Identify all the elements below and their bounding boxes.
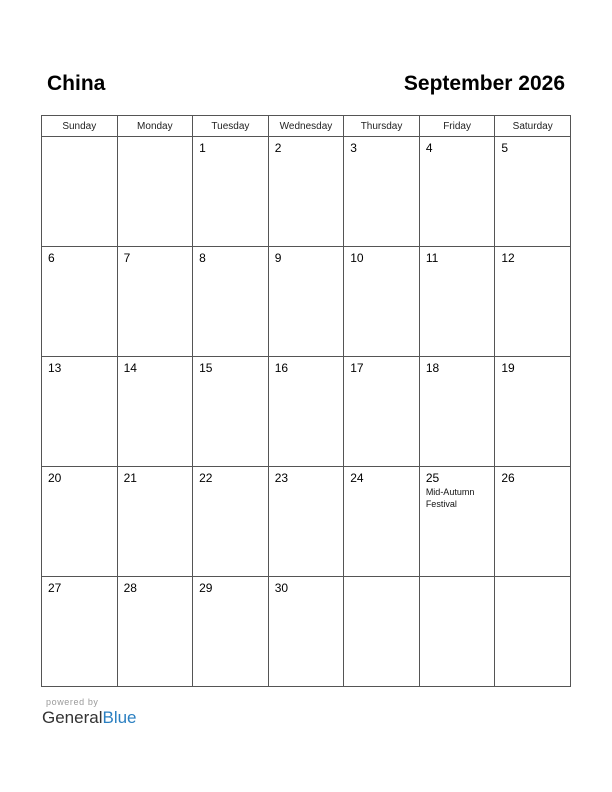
day-cell — [419, 137, 495, 247]
day-number: 1 — [199, 141, 206, 155]
day-number: 20 — [48, 471, 62, 485]
brand-blue-text: Blue — [102, 708, 137, 727]
day-cell — [268, 467, 344, 577]
day-number: 30 — [274, 581, 289, 595]
day-cell — [419, 467, 495, 577]
day-number: 4 — [425, 141, 433, 155]
day-cell — [117, 577, 193, 687]
day-cell — [193, 467, 269, 577]
day-cell — [193, 357, 269, 467]
day-number: 14 — [123, 361, 137, 375]
brand-logo[interactable] — [42, 708, 137, 728]
day-cell — [495, 577, 571, 687]
day-number: 15 — [199, 361, 213, 375]
day-number: 8 — [199, 251, 206, 265]
day-cell — [117, 357, 193, 467]
week-row — [42, 467, 571, 577]
day-number: 3 — [350, 141, 357, 155]
day-number: 10 — [350, 251, 364, 265]
week-row — [42, 247, 571, 357]
weekday-header: Monday — [117, 116, 193, 137]
day-cell — [419, 357, 495, 467]
day-number: 13 — [48, 361, 62, 375]
day-cell — [344, 357, 420, 467]
day-number: 28 — [123, 581, 137, 595]
day-cell — [117, 137, 193, 247]
day-cell — [419, 577, 495, 687]
day-cell — [268, 137, 344, 247]
day-number: 11 — [425, 251, 439, 265]
day-number: 24 — [350, 471, 364, 485]
day-number: 16 — [274, 361, 289, 375]
day-number: 25 — [425, 471, 440, 485]
day-cell — [495, 137, 571, 247]
day-cell — [193, 577, 269, 687]
day-cell — [344, 467, 420, 577]
day-number: 18 — [425, 361, 440, 375]
country-title: China — [47, 72, 106, 95]
day-cell — [268, 247, 344, 357]
day-cell — [495, 247, 571, 357]
day-cell — [268, 357, 344, 467]
weekday-header: Saturday — [495, 116, 571, 137]
day-cell — [193, 137, 269, 247]
weekday-header-row — [42, 116, 571, 137]
day-cell — [495, 467, 571, 577]
day-cell — [495, 357, 571, 467]
day-cell — [344, 247, 420, 357]
day-cell — [344, 577, 420, 687]
day-number: 9 — [274, 251, 282, 265]
day-number: 17 — [350, 361, 364, 375]
day-cell — [419, 247, 495, 357]
day-number: 5 — [501, 141, 509, 155]
day-cell — [193, 247, 269, 357]
day-cell — [344, 137, 420, 247]
weekday-header: Sunday — [42, 116, 118, 137]
day-number: 23 — [274, 471, 289, 485]
holiday-label: Mid-Autumn Festival — [425, 487, 475, 509]
day-number: 6 — [48, 251, 55, 265]
day-cell — [42, 467, 118, 577]
day-number: 12 — [501, 251, 515, 265]
day-number: 2 — [274, 141, 282, 155]
month-year-title: September 2026 — [403, 72, 565, 95]
week-row — [42, 137, 571, 247]
day-number: 26 — [501, 471, 515, 485]
day-number: 21 — [123, 471, 137, 485]
powered-by-text: powered by — [46, 697, 99, 707]
weekday-header: Thursday — [344, 116, 420, 137]
day-cell — [268, 577, 344, 687]
day-cell — [117, 247, 193, 357]
weekday-header: Tuesday — [193, 116, 269, 137]
day-cell — [42, 247, 118, 357]
day-cell — [42, 137, 118, 247]
weekday-header: Friday — [419, 116, 495, 137]
day-number: 27 — [48, 581, 62, 595]
brand-general-text: General — [42, 708, 103, 727]
week-row — [42, 357, 571, 467]
day-number: 7 — [123, 251, 131, 265]
day-number: 19 — [501, 361, 515, 375]
day-cell — [42, 357, 118, 467]
week-row — [42, 577, 571, 687]
day-number: 29 — [199, 581, 213, 595]
day-number: 22 — [199, 471, 213, 485]
day-cell — [42, 577, 118, 687]
weekday-header: Wednesday — [268, 116, 344, 137]
calendar-grid — [41, 115, 571, 687]
day-cell — [117, 467, 193, 577]
